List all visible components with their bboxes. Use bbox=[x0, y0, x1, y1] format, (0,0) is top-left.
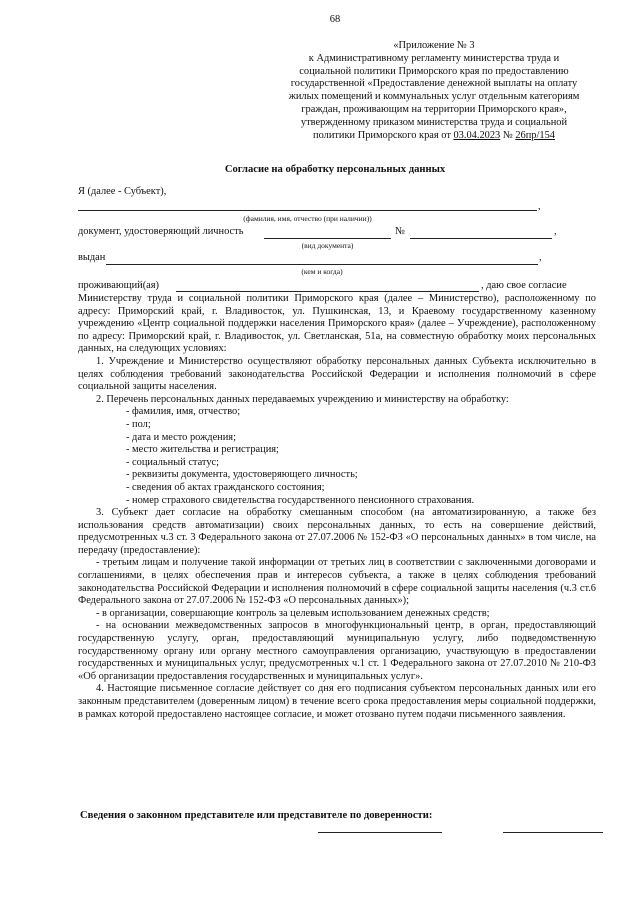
consent-body bbox=[78, 293, 596, 721]
doc-number-sign: № bbox=[395, 226, 405, 237]
intro-paragraph: Министерству труда и социальной политики Приморского края (далее – Министерство), расположенному по адресу: Приморский край, г. Владивосток, ул. Пушкинская, 13, и Краевому государственному казенному учреждению «Центр социальной поддержки населения Приморского края» (далее – Учреждение), расположенному по адресу: Приморский край, г. Владивосток, ул. Светланская, 51а, на совместную обработку моих персональных данных, на следующих условиях: bbox=[78, 293, 596, 355]
residing-end: , даю свое согласие bbox=[481, 280, 567, 291]
subject-label: Я (далее - Субъект), bbox=[78, 186, 167, 197]
caption-issued: (кем и когда) bbox=[301, 267, 343, 276]
appendix-line: к Административному регламенту министерства труда и bbox=[308, 52, 560, 64]
appendix-header bbox=[238, 40, 630, 142]
name-field[interactable] bbox=[503, 832, 603, 833]
appendix-line: жилых помещений и коммунальных услуг отдельным категориям bbox=[288, 91, 580, 103]
appendix-line: «Приложение № 3 bbox=[393, 40, 475, 51]
clause-4: 4. Настоящие письменное согласие действует со дня его подписания субъектом персональных данных или его законным представителем (доверенным лицом) в течение всего срока предоставления меры социальной поддержки, в рамках которой предоставлено настоящее согласие, и может отозвано путем подачи письменного заявления. bbox=[78, 683, 596, 720]
document-title: Согласие на обработку персональных данных bbox=[224, 164, 446, 175]
appendix-line-last bbox=[238, 130, 630, 143]
address-field[interactable] bbox=[176, 291, 479, 292]
number-sign: № bbox=[500, 129, 516, 141]
page-number: 68 bbox=[329, 14, 341, 25]
clause-3-item: - в организации, совершающие контроль за целевым использованием денежных средств; bbox=[96, 607, 490, 619]
line-end: , bbox=[554, 226, 557, 237]
doc-type-field[interactable] bbox=[264, 238, 391, 239]
personal-data-list bbox=[78, 406, 596, 507]
list-item: - дата и место рождения; bbox=[126, 431, 236, 443]
line-end: , bbox=[538, 201, 541, 212]
appendix-line: социальной политики Приморского края по предоставлению bbox=[299, 65, 569, 77]
list-item: - фамилия, имя, отчество; bbox=[126, 406, 241, 418]
appendix-line: граждан, проживающим на территории Приморского края», bbox=[301, 103, 567, 115]
doc-label: документ, удостоверяющий личность bbox=[78, 226, 244, 237]
appendix-prefix: политики Приморского края от bbox=[313, 129, 454, 141]
fullname-field[interactable] bbox=[78, 210, 537, 211]
clause-2: 2. Перечень персональных данных передаваемых учреждению и министерству на обработку: bbox=[96, 393, 509, 405]
representative-section-title: Сведения о законном представителе или представителе по доверенности: bbox=[80, 810, 433, 821]
signature-field[interactable] bbox=[318, 832, 442, 833]
residing-label: проживающий(ая) bbox=[78, 280, 160, 291]
line-end: , bbox=[539, 252, 542, 263]
order-date: 03.04.2023 bbox=[453, 129, 501, 141]
caption-fullname: (фамилия, имя, отчество (при наличии)) bbox=[243, 214, 372, 223]
clause-3: 3. Субъект дает согласие на обработку смешанным способом (на автоматизированную, а также без использования средств автоматизации) своих персональных данных, то есть на совершение действий, предусмотренных ч.3 ст. 3 Федерального закона от 27.07.2006 № 152-ФЗ «О персональных данных» в том числе, на передачу (предоставление): bbox=[78, 507, 596, 556]
list-item: - номер страхового свидетельства государственного пенсионного страхования. bbox=[126, 494, 475, 506]
appendix-line: утвержденному приказом министерства труда и социальной bbox=[300, 116, 568, 128]
clause-3-item: - третьим лицам и получение такой информации от третьих лиц в соответствии с заключенными договорами и соглашениями, в целях обеспечения прав и интересов субъекта, а также в целях соблюдения требований законодательства Российской Федерации и исполнения полномочий в сфере социальной защиты населения (ч.3 ст.6 Федерального закона от 27.07.2006 № 152-ФЗ «О персональных данных»); bbox=[78, 557, 596, 607]
clause-1: 1. Учреждение и Министерство осуществляют обработку персональных данных Субъекта исключительно в целях соблюдения требований законодательства Российской Федерации и исполнения полномочий в сфере социальной защиты населения. bbox=[78, 355, 596, 393]
list-item: - социальный статус; bbox=[126, 456, 220, 468]
list-item: - место жительства и регистрация; bbox=[126, 444, 279, 456]
list-item: - пол; bbox=[126, 418, 151, 430]
order-number: 26пр/154 bbox=[515, 129, 555, 141]
list-item: - реквизиты документа, удостоверяющего личность; bbox=[126, 469, 358, 481]
caption-doc-type: (вид документа) bbox=[301, 241, 354, 250]
list-item: - сведения об актах гражданского состояния; bbox=[126, 481, 325, 493]
appendix-line: государственной «Предоставление денежной выплаты на оплату bbox=[290, 78, 578, 90]
doc-number-field[interactable] bbox=[410, 238, 552, 239]
issued-label: выдан bbox=[78, 252, 106, 263]
clause-3-item: - на основании межведомственных запросов в многофункциональный центр, в орган, предоставляющий государственную услугу, орган, предоставляющий муниципальную услугу, либо подведомственную государственному органу или органу местного самоуправления организацию, участвующую в предоставлении государственных и муниципальных услуг, предусмотренных ч.1 ст. 1 Федерального закона от 27.07.2010 № 210-ФЗ «Об организации предоставления государственных и муниципальных услуг». bbox=[78, 620, 596, 682]
issued-by-field[interactable] bbox=[106, 264, 538, 265]
